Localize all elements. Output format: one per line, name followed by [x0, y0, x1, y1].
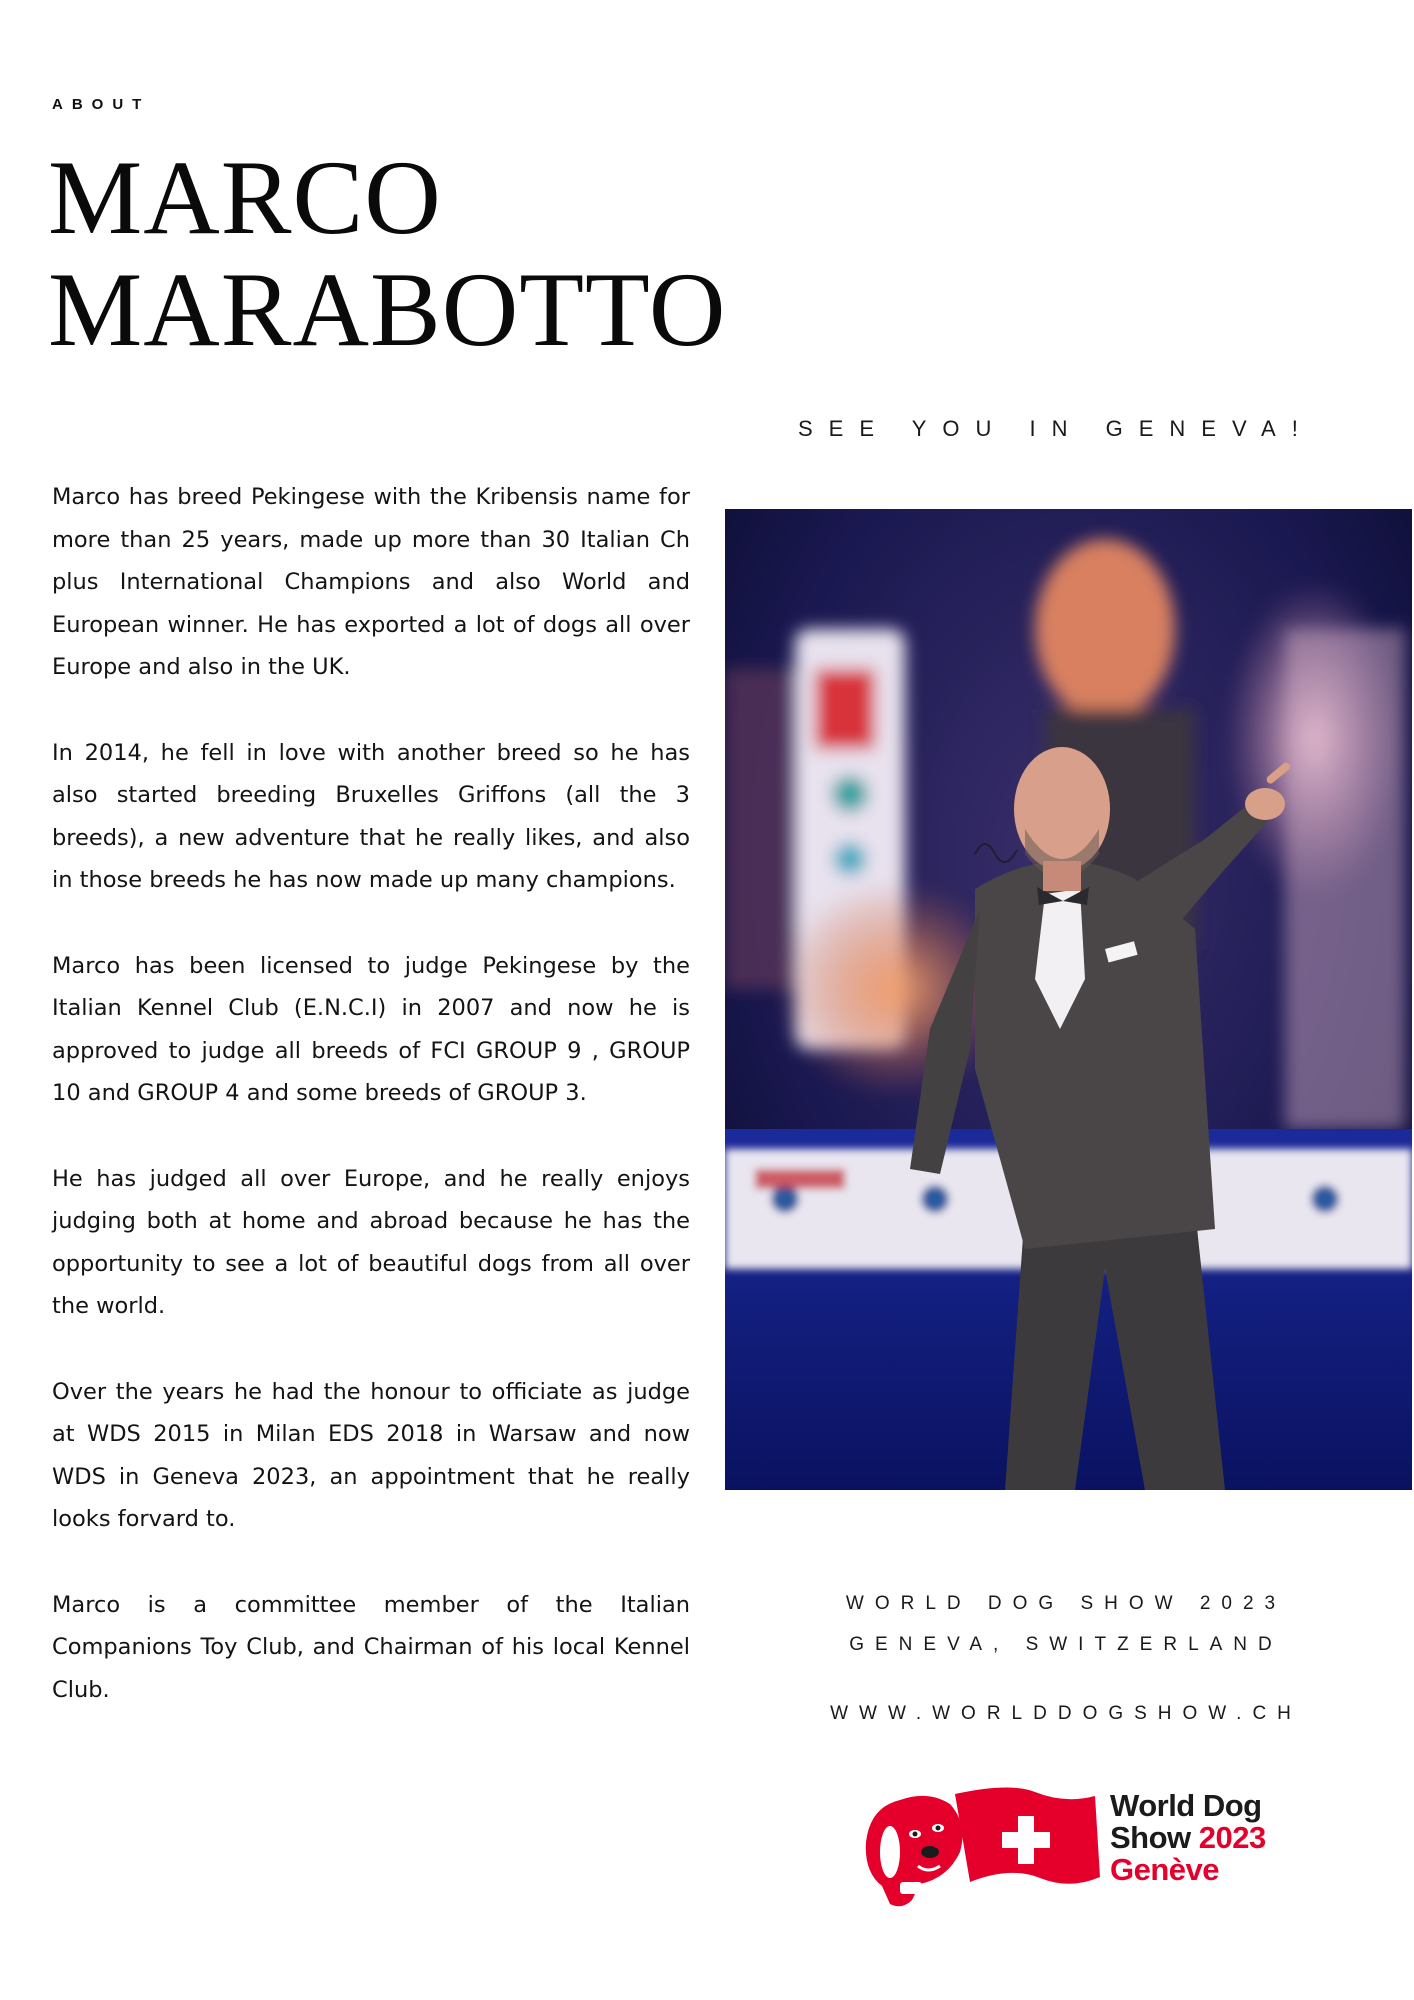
- section-eyebrow: ABOUT: [52, 96, 151, 113]
- bio-paragraph: Marco has breed Pekingese with the Kribensis name for more than 25 years, made up more than 30 Italian Ch plus International Champions and also World and European winner. He has exported a lot of dogs all over Europe and also in the UK.: [52, 484, 690, 680]
- logo-line-world-dog: World Dog: [1110, 1788, 1262, 1823]
- page-title: [48, 139, 727, 368]
- logo-wordmark: [1110, 1790, 1266, 1886]
- bio-paragraph: Over the years he had the honour to officiate as judge at WDS 2015 in Milan EDS 2018 in Warsaw and now WDS in Geneva 2023, an appointment that he really looks forvard to.: [52, 1378, 690, 1532]
- logo-city: Genève: [1110, 1852, 1220, 1887]
- bio-paragraph: Marco has been licensed to judge Pekingese by the Italian Kennel Club (E.N.C.I) in 2007 and now he is approved to judge all breeds of FCI GROUP 9 , GROUP 10 and GROUP 4 and some breeds of GROUP 3.: [52, 952, 690, 1106]
- event-info: [770, 1583, 1362, 1665]
- world-dog-show-logo: [860, 1782, 1300, 1912]
- bio-paragraph: In 2014, he fell in love with another breed so he has also started breeding Bruxelles Griffons (all the 3 breeds), a new adventure that he really likes, and also in those breeds he has now made up many champions.: [52, 739, 690, 893]
- logo-line-show: Show: [1110, 1820, 1191, 1855]
- logo-year: 2023: [1198, 1820, 1266, 1855]
- bio-paragraph: He has judged all over Europe, and he really enjoys judging both at home and abroad because he has the opportunity to see a lot of beautiful dogs from all over the world.: [52, 1165, 690, 1319]
- bio-text: [52, 476, 690, 1754]
- logo-dog-flag-icon: [860, 1782, 1110, 1912]
- judge-photo: [725, 509, 1412, 1490]
- event-name: WORLD DOG SHOW 2023: [845, 1593, 1287, 1614]
- title-line-first-name: MARCO: [48, 139, 442, 256]
- bio-paragraph: Marco is a committee member of the Italian Companions Toy Club, and Chairman of his local Kennel Club.: [52, 1591, 690, 1703]
- event-location: GENEVA, SWITZERLAND: [849, 1634, 1283, 1655]
- tagline: SEE YOU IN GENEVA!: [798, 416, 1314, 441]
- title-line-last-name: MARABOTTO: [48, 251, 727, 368]
- website-link[interactable]: WWW.WORLDDOGSHOW.CH: [830, 1703, 1302, 1724]
